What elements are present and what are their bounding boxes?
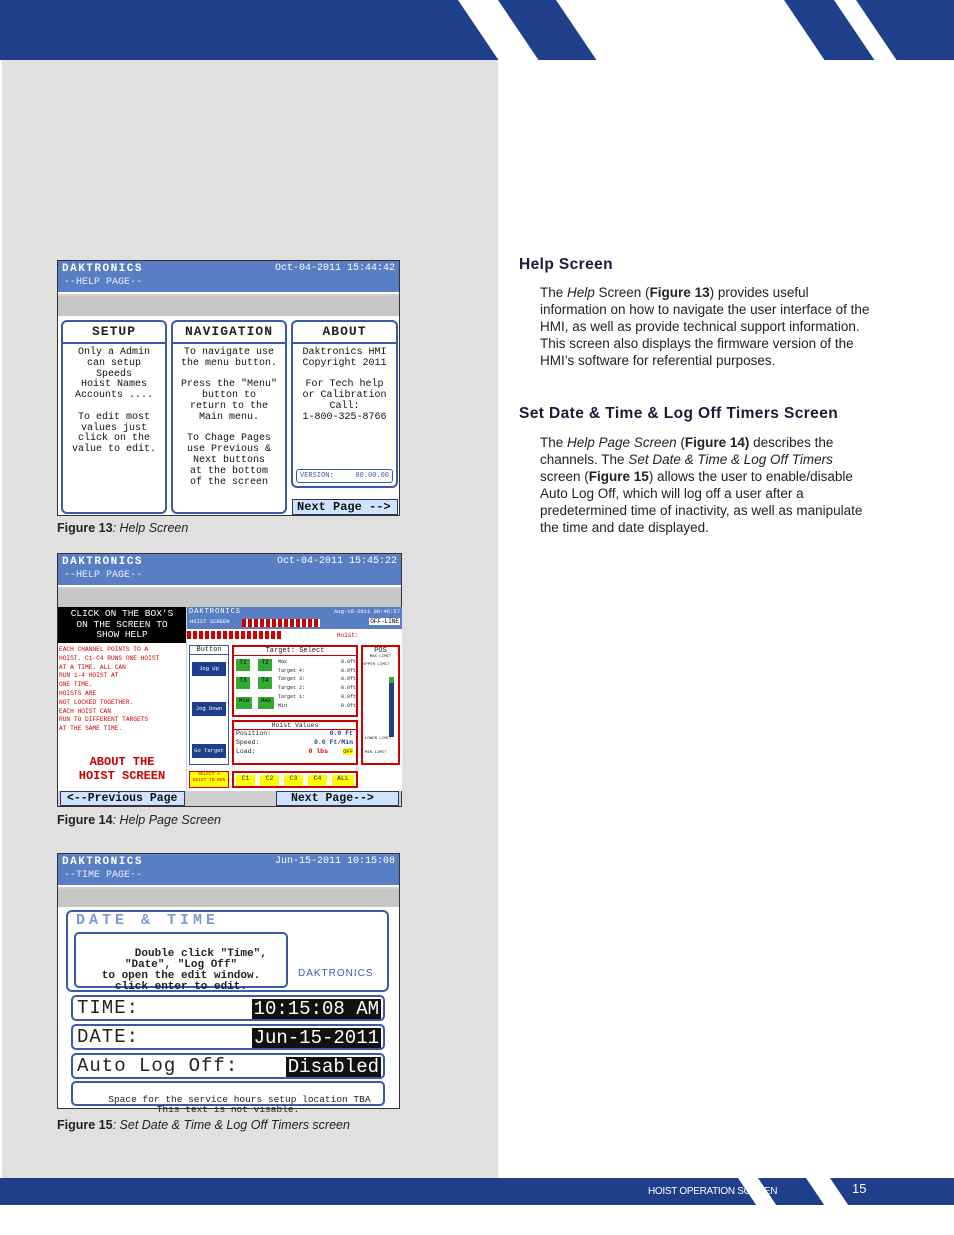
hmi-page-name: --HELP PAGE-- <box>64 570 143 581</box>
hoist-values-title: Hoist Values <box>234 722 356 730</box>
about-hoist-line1: ABOUT THE <box>89 755 155 769</box>
speed-value: 0.0 Ft/Min <box>313 739 353 746</box>
about-hoist-line2: HOIST SCREEN <box>78 769 166 783</box>
figure-13-caption <box>57 521 188 535</box>
hmi-datetime: Oct-04-2011 15:45:22 <box>276 556 397 567</box>
position-panel <box>361 645 400 765</box>
button-label: Button <box>190 646 228 655</box>
auto-log-off-value[interactable]: Disabled <box>287 1056 379 1078</box>
date-time-title: DATE & TIME <box>76 912 220 929</box>
previous-page-button[interactable] <box>60 791 185 806</box>
pos-label: POS <box>374 647 387 655</box>
bottom-banner <box>0 1178 954 1205</box>
help-note-panel <box>58 643 186 791</box>
channel-c4-button[interactable]: C4 <box>308 775 327 786</box>
set-date-paragraph <box>540 434 876 536</box>
time-value[interactable]: 10:15:08 AM <box>253 998 379 1020</box>
target-row[interactable] <box>278 702 356 711</box>
hoist-values-panel <box>232 720 358 765</box>
banner-stripe <box>806 1178 848 1205</box>
hmi-brand: DAKTRONICS <box>62 263 144 275</box>
target-row[interactable] <box>278 667 356 676</box>
jog-up-button[interactable]: Jog Up <box>192 662 226 676</box>
channel-c2-button[interactable]: C2 <box>260 775 279 786</box>
t4-button[interactable]: T4 <box>258 677 272 689</box>
caption-label: Figure 13 <box>57 521 113 535</box>
service-note-text: Space for the service hours setup location TBA This text is not visable. <box>108 1093 371 1115</box>
text-run: ) allows the user to enable/disable Auto Log Off, which will log off a user after a predetermined time of inactivity, as well as manipulate the time and date displayed. <box>540 469 863 535</box>
caption-text: : Set Date & Time & Log Off Timers screen <box>112 1118 350 1132</box>
text-run: Screen ( <box>594 285 650 300</box>
min-limit: MIN LIMIT <box>365 751 387 755</box>
instructions-text: Double click "Time", "Date", "Log Off" to open the edit window. click enter to edit. <box>101 948 267 993</box>
hoist-label: Hoist: <box>337 632 359 639</box>
previous-page-label: <--Previous Page <box>67 792 178 805</box>
page-number: 15 <box>852 1181 867 1196</box>
click-note: CLICK ON THE BOX'S ON THE SCREEN TO SHOW HELP <box>58 607 186 643</box>
target-row[interactable] <box>278 675 356 684</box>
text-run: Figure 14) <box>684 435 750 450</box>
upper-limit: UPPER LIMIT <box>363 663 390 667</box>
hmi-datetime: Oct-04-2011 15:44:42 <box>274 263 395 274</box>
version-label: VERSION: <box>300 472 334 480</box>
navigation-body: To navigate use the menu button. Press the "Menu" button to return to the Main menu. To Chage Pages use Previous & Next buttons at the bottom of the screen <box>180 347 277 488</box>
figure-14-caption <box>57 813 221 827</box>
channel-c1-button[interactable]: C1 <box>236 775 255 786</box>
text-run: Set Date & Time & Log Off Timers <box>628 452 833 467</box>
setup-title: SETUP <box>63 324 165 344</box>
setup-body: Only a Admin can setup Speeds Hoist Names Accounts .... To edit most values just click on the value to edit. <box>71 347 156 456</box>
hmi-header <box>58 261 399 294</box>
top-banner <box>0 0 954 60</box>
min-button[interactable]: MIN <box>236 697 252 709</box>
banner-stripe <box>556 0 824 60</box>
version-value: 00.00.00 <box>355 472 389 480</box>
navigation-panel <box>171 320 287 514</box>
target-name: Target 2: <box>278 685 306 692</box>
t1-button[interactable]: T1 <box>236 659 250 671</box>
date-label: DATE: <box>77 1026 140 1048</box>
version-box <box>296 469 393 483</box>
caption-label: Figure 15 <box>57 1118 113 1132</box>
speed-row <box>234 739 356 748</box>
text-run: screen ( <box>540 469 589 484</box>
footer-section-title: HOIST OPERATION SCREEN <box>648 1186 778 1197</box>
about-panel <box>291 320 398 488</box>
next-page-button[interactable] <box>276 791 399 806</box>
text-run: Figure 13 <box>649 285 710 300</box>
time-label: TIME: <box>77 997 140 1019</box>
instructions-box <box>74 932 288 993</box>
speed-label: Speed: <box>236 739 260 746</box>
load-label: Load: <box>236 748 256 755</box>
date-field[interactable] <box>71 1024 385 1050</box>
position-value: 0.0 Ft <box>329 730 353 737</box>
target-row[interactable] <box>278 684 356 693</box>
daktronics-logo: DAKTRONICS <box>298 968 374 979</box>
figure-13-help-screen <box>57 260 400 516</box>
service-note-box <box>71 1081 385 1115</box>
inner-page: HOIST SCREEN <box>190 618 230 625</box>
auto-log-off-field[interactable] <box>71 1053 385 1079</box>
help-screen-paragraph <box>540 284 876 369</box>
target-row[interactable] <box>278 658 356 667</box>
go-target-button[interactable]: Go Target <box>192 744 226 758</box>
target-name: Target 4: <box>278 667 306 674</box>
text-run: ( <box>676 435 685 450</box>
figure-14-help-page-screen <box>57 553 402 807</box>
lower-limit: LOWER LIMIT <box>365 737 392 741</box>
t3-button[interactable]: T3 <box>236 677 250 689</box>
text-run: ) provides useful information on how to navigate the user interface of the HMI, as well as provide technical support information. This screen also displays the firmware version of the HMI’s software for referential purposes. <box>540 285 870 368</box>
next-page-label: Next Page --> <box>297 500 391 514</box>
channel-all-button[interactable]: ALL <box>332 775 354 786</box>
hmi-header <box>58 854 399 887</box>
target-name: Target 3: <box>278 676 306 683</box>
banner-stripe <box>834 0 896 60</box>
target-value: 0.0ft <box>340 676 356 683</box>
max-button[interactable]: MAX <box>258 697 274 709</box>
hmi-brand: DAKTRONICS <box>62 556 144 568</box>
caption-text: : Help Page Screen <box>112 813 221 827</box>
channel-note: EACH CHANNEL POINTS TO A HOIST. C1-C4 RUNS ONE HOIST AT A TIME. ALL CAN RUN 1-4 HOIST AT ONE TIME. HOISTS ARE NOT LOCKED TOGETHER. EACH HOIST CAN RUN TO DIFFERENT TARGETS AT THE SAME TIME. <box>59 646 160 733</box>
about-title: ABOUT <box>293 324 396 344</box>
text-run: describes the channels. The <box>540 435 834 467</box>
target-name: Max <box>278 659 288 665</box>
hmi-toolbar <box>58 296 399 316</box>
position-label: Position: <box>236 730 272 737</box>
position-row <box>234 730 356 739</box>
figure-15-caption <box>57 1118 350 1132</box>
hmi-header <box>58 554 401 587</box>
inner-status: OFF-LINE <box>370 618 399 625</box>
text-run: Help Page Screen <box>567 435 677 450</box>
set-date-heading: Set Date & Time & Log Off Timers Screen <box>519 405 839 422</box>
setup-panel <box>61 320 167 514</box>
target-value: 0.0ft <box>340 659 356 665</box>
hmi-brand: DAKTRONICS <box>62 856 144 868</box>
target-value: 0.0ft <box>340 685 356 692</box>
hmi-toolbar <box>58 589 401 607</box>
target-value: 0.0ft <box>340 693 356 700</box>
inner-brand: DAKTRONICS <box>189 608 242 616</box>
target-name: Min <box>278 702 288 709</box>
about-body: Daktronics HMI Copyright 2011 For Tech help or Calibration Call: 1-800-325-8766 <box>302 347 387 423</box>
hoist-indicator-bar <box>187 631 282 639</box>
date-value[interactable]: Jun-15-2011 <box>253 1027 379 1049</box>
date-time-panel <box>66 910 389 992</box>
banner-stripe <box>458 0 538 60</box>
hmi-page-name: --HELP PAGE-- <box>64 277 143 288</box>
target-select-title: Target: Select <box>234 647 356 656</box>
text-run: The <box>540 435 568 450</box>
target-name: Target 1: <box>278 693 306 700</box>
navigation-title: NAVIGATION <box>173 324 285 344</box>
button-column <box>189 645 229 765</box>
hmi-datetime: Jun-15-2011 10:15:08 <box>274 856 395 867</box>
inner-date: Aug-16-2011 08:46:57 <box>333 608 400 615</box>
hoist-screen-preview <box>187 607 402 791</box>
t2-button[interactable]: T2 <box>258 659 272 671</box>
hmi-page-name: --TIME PAGE-- <box>64 870 143 881</box>
max-limit: MAX LIMIT <box>369 655 392 659</box>
load-row <box>234 748 356 757</box>
target-value: 0.0ft <box>340 667 356 674</box>
position-bar <box>389 677 394 737</box>
jog-down-button[interactable]: Jog Down <box>192 702 226 716</box>
text-run: The <box>540 285 568 300</box>
caption-label: Figure 14 <box>57 813 113 827</box>
text-run: Help <box>567 285 595 300</box>
target-value: 0.0ft <box>340 702 356 709</box>
hoist-indicator-bar <box>242 619 320 627</box>
load-value: 0 lbs <box>308 748 328 755</box>
figure-15-time-page-screen <box>57 853 400 1115</box>
target-list <box>278 658 356 710</box>
time-field[interactable] <box>71 995 385 1021</box>
next-page-label: Next Page--> <box>291 792 374 805</box>
channel-row <box>232 771 358 788</box>
channel-c3-button[interactable]: C3 <box>284 775 303 786</box>
load-state: OFF <box>343 748 353 755</box>
text-run: Figure 15 <box>588 469 649 484</box>
target-row[interactable] <box>278 693 356 702</box>
hmi-toolbar <box>58 889 399 907</box>
auto-log-off-label: Auto Log Off: <box>77 1055 239 1077</box>
caption-text: : Help Screen <box>112 521 189 535</box>
next-page-button[interactable] <box>292 499 398 515</box>
help-screen-heading: Help Screen <box>519 256 613 273</box>
select-hoist-note: SELECT A HOIST TO RUN <box>189 771 229 788</box>
target-select-panel <box>232 645 358 717</box>
